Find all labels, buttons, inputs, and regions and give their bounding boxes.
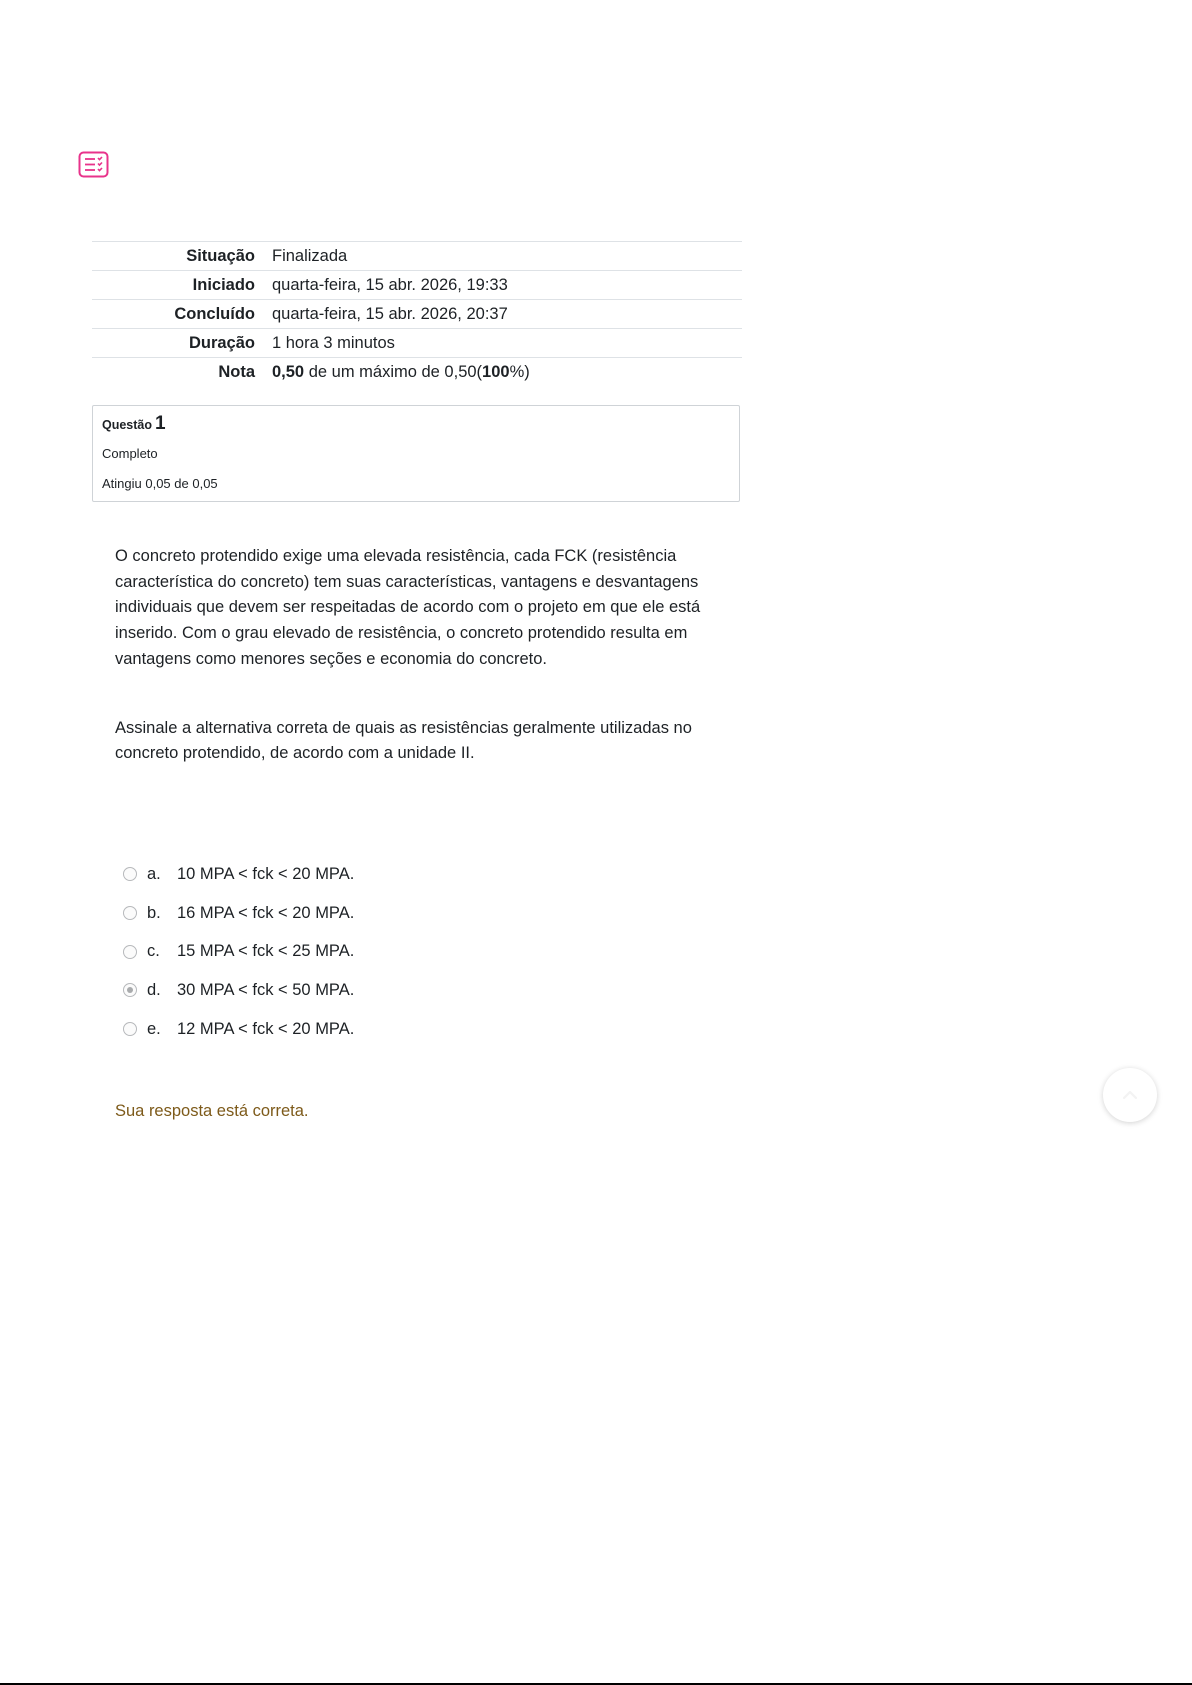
summary-value-nota bbox=[272, 358, 742, 387]
summary-row-iniciado bbox=[92, 271, 742, 300]
quiz-list-icon bbox=[78, 151, 110, 179]
summary-label: Nota bbox=[218, 362, 255, 381]
answer-letter: b. bbox=[147, 903, 161, 922]
answer-option-d[interactable] bbox=[123, 971, 354, 1010]
nota-score: 0,50 bbox=[272, 362, 305, 381]
summary-row-situacao bbox=[92, 242, 742, 271]
radio-button[interactable] bbox=[123, 906, 137, 920]
summary-label: Iniciado bbox=[192, 275, 255, 294]
nota-mid: de um máximo de 0,50( bbox=[304, 362, 483, 381]
summary-value: 1 hora 3 minutos bbox=[272, 333, 395, 352]
answer-text: 15 MPA < fck < 25 MPA. bbox=[177, 942, 355, 961]
arrow-up-icon bbox=[1120, 1085, 1140, 1105]
question-text bbox=[115, 544, 730, 767]
summary-label: Duração bbox=[188, 333, 255, 352]
answer-text: 10 MPA < fck < 20 MPA. bbox=[177, 864, 355, 883]
answer-text: 30 MPA < fck < 50 MPA. bbox=[177, 980, 355, 999]
summary-value: quarta-feira, 15 abr. 2026, 20:37 bbox=[272, 304, 508, 323]
answer-option-c[interactable] bbox=[123, 932, 354, 971]
radio-button[interactable] bbox=[123, 1022, 137, 1036]
question-state: Completo bbox=[102, 446, 158, 461]
nota-tail: %) bbox=[509, 362, 530, 381]
summary-value: quarta-feira, 15 abr. 2026, 19:33 bbox=[272, 275, 508, 294]
question-text-paragraph: O concreto protendido exige uma elevada resistência, cada FCK (resistência característica do concreto) tem suas características, vantagens e desvantagens individuais que devem ser respeitadas de acordo com o projeto em que ele está inserido. Com o grau elevado de resistência, o concreto protendido resulta em vantagens como menores seções e economia do concreto. bbox=[115, 547, 701, 668]
answer-letter: d. bbox=[147, 980, 161, 999]
summary-row-nota bbox=[92, 358, 742, 387]
radio-button[interactable] bbox=[123, 945, 137, 959]
answer-feedback: Sua resposta está correta. bbox=[115, 1102, 309, 1120]
summary-row-duracao bbox=[92, 329, 742, 358]
summary-row-concluido bbox=[92, 300, 742, 329]
question-label: Questão bbox=[102, 418, 153, 432]
scroll-to-top-button[interactable] bbox=[1103, 1068, 1157, 1122]
attempt-summary-table bbox=[92, 241, 742, 387]
summary-value: Finalizada bbox=[272, 246, 348, 265]
answer-option-e[interactable] bbox=[123, 1010, 354, 1049]
summary-label: Situação bbox=[186, 246, 255, 265]
answer-text: 12 MPA < fck < 20 MPA. bbox=[177, 1019, 355, 1038]
answer-option-a[interactable] bbox=[123, 855, 354, 894]
question-info-box bbox=[92, 405, 740, 502]
question-prompt: Assinale a alternativa correta de quais as resistências geralmente utilizadas no concreto protendido, de acordo com a unidade II. bbox=[115, 718, 692, 763]
answer-text: 16 MPA < fck < 20 MPA. bbox=[177, 903, 355, 922]
answer-list bbox=[123, 855, 354, 1048]
radio-button[interactable] bbox=[123, 867, 137, 881]
summary-label: Concluído bbox=[174, 304, 255, 323]
answer-letter: a. bbox=[147, 864, 161, 883]
question-title bbox=[102, 413, 166, 435]
nota-percent: 100 bbox=[482, 362, 510, 381]
answer-option-b[interactable] bbox=[123, 894, 354, 933]
radio-button-selected[interactable] bbox=[123, 983, 137, 997]
question-grade: Atingiu 0,05 de 0,05 bbox=[102, 476, 218, 491]
question-number: 1 bbox=[155, 413, 166, 434]
answer-letter: e. bbox=[147, 1019, 161, 1038]
answer-letter: c. bbox=[147, 942, 160, 961]
